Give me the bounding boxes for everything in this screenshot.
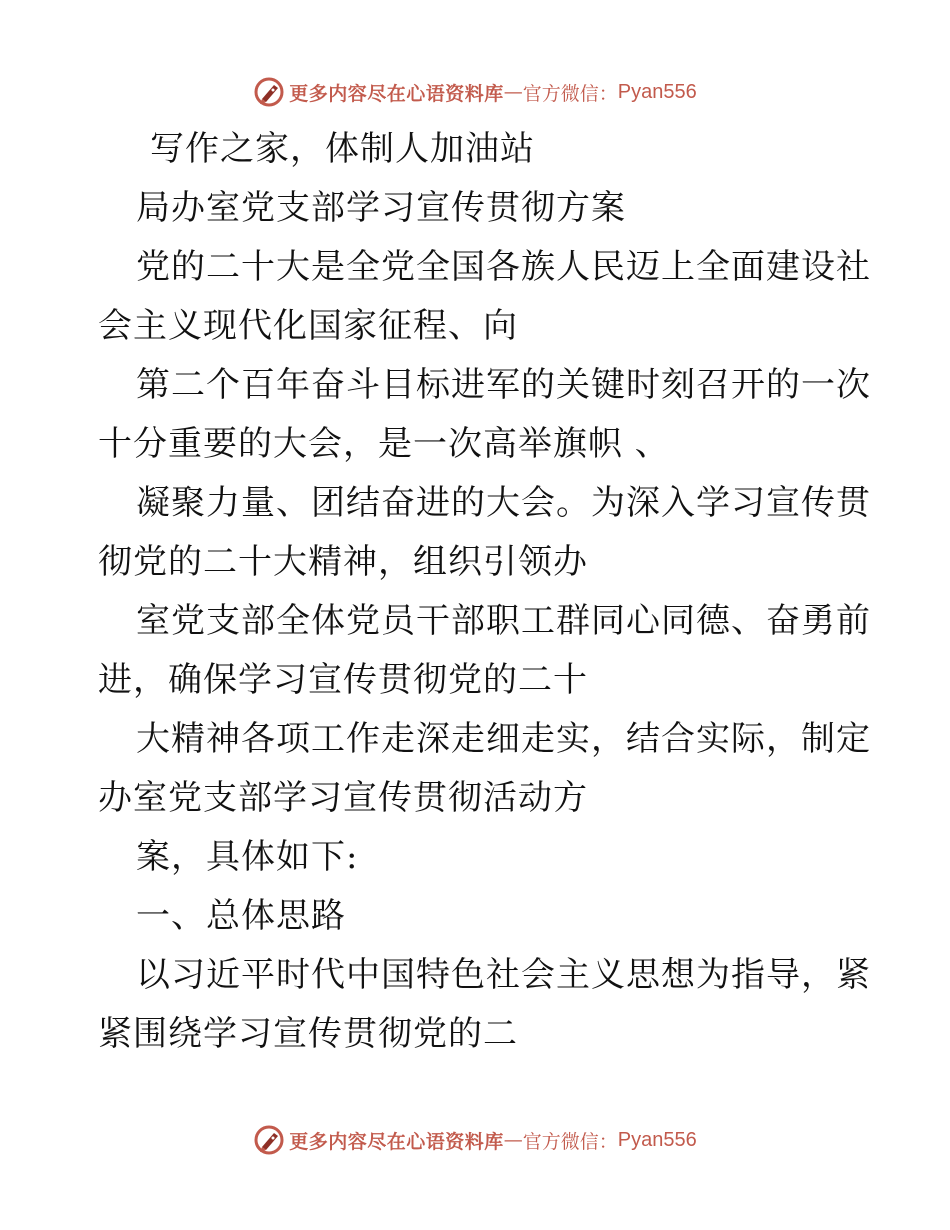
watermark-separator: — xyxy=(503,1129,523,1151)
doc-line: 第二个百年奋斗目标进军的关键时刻召开的一次 xyxy=(136,365,871,405)
doc-line: 案，具体如下: xyxy=(136,837,359,877)
doc-title: 局办室党支部学习宣传贯彻方案 xyxy=(136,188,626,228)
watermark-site-text: 更多内容尽在心语资料库 xyxy=(289,1130,504,1153)
doc-line: 紧围绕学习宣传贯彻党的二 xyxy=(98,1014,518,1054)
watermark-wechat-id: Pyan556 xyxy=(617,80,697,103)
document-body xyxy=(98,120,871,1064)
watermark-wechat-id: Pyan556 xyxy=(617,1128,697,1151)
footer-watermark xyxy=(0,1120,950,1160)
pen-logo-icon xyxy=(253,76,285,108)
pen-logo-icon xyxy=(253,1124,285,1156)
doc-line: 彻党的二十大精神，组织引领办 xyxy=(98,542,588,582)
doc-line: 凝聚力量、团结奋进的大会。为深入学习宣传贯 xyxy=(136,483,871,523)
header-watermark xyxy=(0,72,950,112)
doc-line: 以习近平时代中国特色社会主义思想为指导，紧 xyxy=(136,955,871,995)
doc-line: 写作之家，体制人加油站 xyxy=(150,129,535,169)
doc-line: 十分重要的大会，是一次高举旗帜 、 xyxy=(98,424,670,464)
doc-line: 党的二十大是全党全国各族人民迈上全面建设社 xyxy=(136,247,871,287)
doc-line: 大精神各项工作走深走细走实，结合实际，制定 xyxy=(136,719,871,759)
doc-line: 室党支部全体党员干部职工群同心同德、奋勇前 xyxy=(136,601,871,641)
watermark-wechat-label: 官方微信： xyxy=(522,82,618,105)
watermark-wechat-label: 官方微信： xyxy=(522,1130,618,1153)
doc-line: 办室党支部学习宣传贯彻活动方 xyxy=(98,778,588,818)
doc-line: 进，确保学习宣传贯彻党的二十 xyxy=(98,660,588,700)
watermark-separator: — xyxy=(503,81,523,103)
watermark-site-text: 更多内容尽在心语资料库 xyxy=(289,82,504,105)
section-heading: 一、总体思路 xyxy=(136,896,346,936)
doc-line: 会主义现代化国家征程、向 xyxy=(98,306,518,346)
